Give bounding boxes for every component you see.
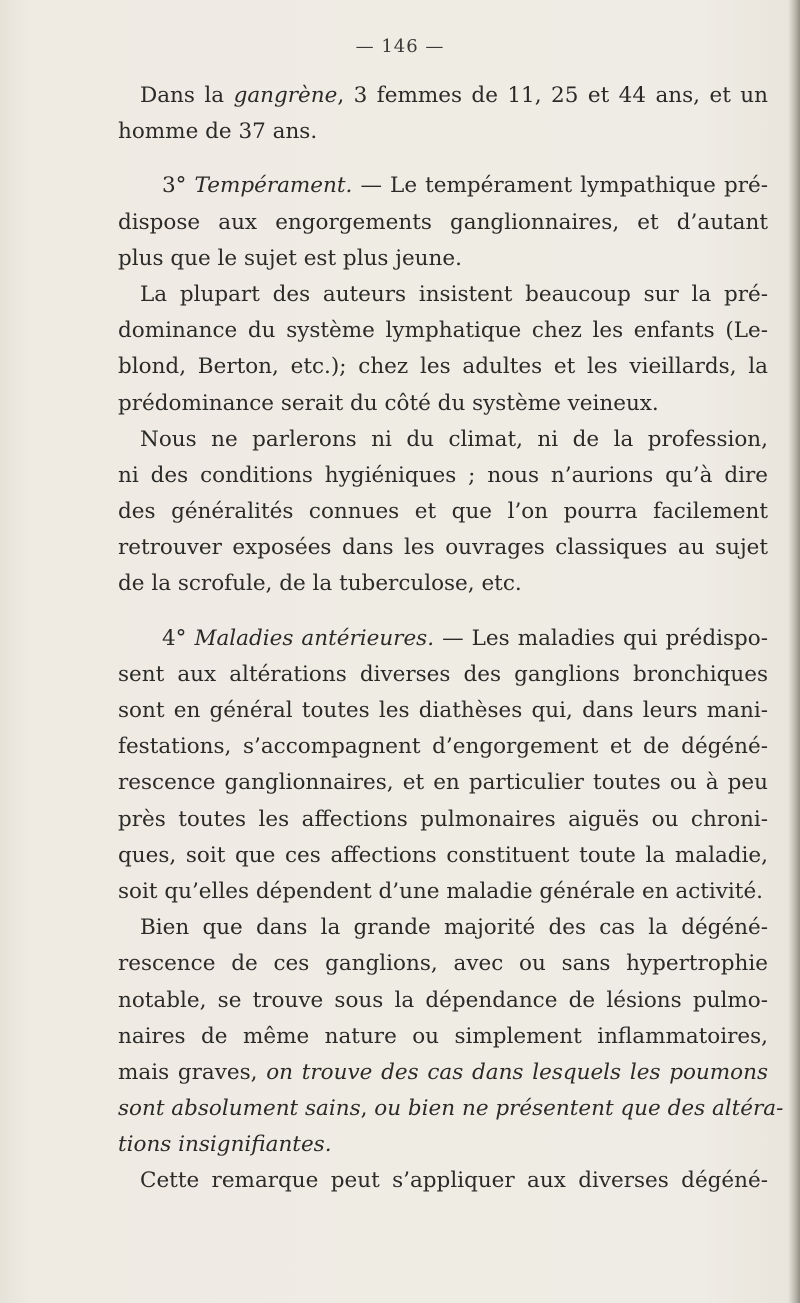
text-segment: de la scrofule, de la tuberculose, etc.: [118, 571, 522, 597]
text-segment: , 3 femmes de 11, 25 et 44 ans, et un: [337, 83, 768, 108]
text-line: [118, 458, 768, 494]
text-segment: — Les maladies qui prédispo-: [434, 625, 768, 651]
text-line: [118, 802, 768, 838]
italic-text: tions insignifiantes.: [118, 1132, 332, 1158]
text-line: [118, 313, 768, 349]
italic-text: Tempérament.: [194, 173, 353, 199]
text-line: [118, 241, 768, 277]
text-line: [118, 657, 768, 693]
text-line: [118, 205, 768, 241]
text-segment: notable, se trouve sous la dépendance de lésions pulmo-: [118, 987, 768, 1013]
text-line: [118, 1055, 768, 1091]
italic-text: sont absolument sains: [118, 1096, 361, 1122]
text-segment: festations, s’accompagnent d’engorgement et de dégéné-: [118, 734, 768, 760]
text-segment: ques, soit que ces affections constituent toute la maladie,: [118, 842, 768, 868]
text-segment: Dans la: [140, 83, 234, 108]
paragraph-spacer: [118, 603, 768, 621]
text-segment: sent aux altérations diverses des ganglions bronchiques: [118, 661, 768, 687]
text-line: [118, 530, 768, 566]
paragraph: [118, 168, 768, 602]
text-segment: Bien que dans la grande majorité des cas la dégéné-: [140, 915, 768, 941]
text-segment: sont en général toutes les diathèses qui, dans leurs mani-: [118, 698, 768, 723]
text-line: [118, 277, 768, 313]
text-segment: Cette remarque peut s’appliquer aux diverses dégéné-: [140, 1168, 768, 1194]
text-segment: homme de 37 ans.: [118, 119, 318, 145]
text-segment: 3°: [162, 173, 195, 199]
text-line: [118, 693, 768, 729]
italic-text: on trouve des cas dans lesquels les poumons: [266, 1059, 768, 1085]
text-line: [118, 168, 768, 204]
text-segment: mais graves,: [118, 1059, 267, 1085]
text-line: [118, 946, 768, 982]
text-line: [118, 566, 768, 602]
text-line: [118, 838, 768, 874]
text-line: [118, 910, 768, 946]
text-line: [118, 1163, 768, 1199]
page-edge-shadow: [788, 0, 800, 1303]
text-segment: ,: [360, 1096, 375, 1122]
text-line: [118, 621, 768, 657]
italic-text: gangrène: [233, 83, 338, 108]
text-line: [118, 729, 768, 765]
italic-text: Maladies antérieures.: [194, 625, 435, 651]
page-number: — 146 —: [355, 36, 445, 57]
text-segment: rescence de ces ganglions, avec ou sans hypertrophie: [118, 951, 768, 977]
text-segment: blond, Berton, etc.); chez les adultes et les vieillards, la: [118, 354, 768, 380]
body-text: [118, 78, 784, 1200]
text-segment: — Le tempérament lympathique pré-: [352, 173, 769, 199]
text-segment: des généralités connues et que l’on pourra facilement: [118, 499, 768, 525]
text-segment: prédominance serait du côté du système veineux.: [118, 390, 659, 416]
paragraph-spacer: [118, 150, 768, 168]
text-segment: 4°: [162, 625, 195, 651]
text-segment: naires de même nature ou simplement inflammatoires,: [118, 1023, 768, 1049]
italic-text: ou bien ne présentent que des altéra-: [374, 1096, 784, 1122]
text-segment: retrouver exposées dans les ouvrages classiques au sujet: [118, 535, 768, 561]
text-segment: rescence ganglionnaires, et en particulier toutes ou à peu: [118, 770, 768, 796]
text-line: [118, 349, 768, 385]
text-segment: plus que le sujet est plus jeune.: [118, 245, 462, 271]
text-line: [118, 422, 768, 458]
text-line: [118, 1091, 784, 1127]
paragraph: [118, 621, 784, 1200]
text-segment: ni des conditions hygiéniques ; nous n’aurions qu’à dire: [118, 462, 768, 488]
text-segment: La plupart des auteurs insistent beaucoup sur la pré-: [140, 281, 768, 307]
text-line: [118, 386, 768, 422]
paragraph: [118, 78, 768, 150]
text-segment: près toutes les affections pulmonaires aiguës ou chroni-: [118, 806, 768, 832]
text-segment: dispose aux engorgements ganglionnaires, et d’autant: [118, 209, 768, 235]
text-segment: dominance du système lymphatique chez les enfants (Le-: [118, 318, 768, 344]
text-line: [118, 78, 768, 114]
text-line: [118, 114, 768, 150]
text-line: [118, 1019, 768, 1055]
text-line: [118, 874, 768, 910]
text-segment: Nous ne parlerons ni du climat, ni de la profession,: [140, 426, 768, 452]
text-line: [118, 983, 768, 1019]
text-line: [118, 765, 768, 801]
text-line: [118, 1127, 768, 1163]
text-line: [118, 494, 768, 530]
text-segment: soit qu’elles dépendent d’une maladie générale en activité.: [118, 878, 763, 904]
